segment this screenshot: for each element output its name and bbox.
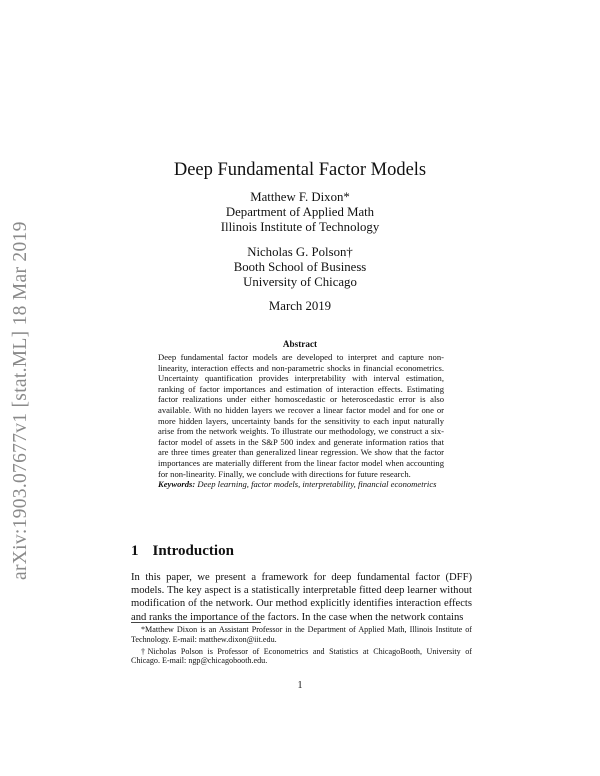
author-affiliation: University of Chicago: [243, 275, 357, 290]
footnotes: [131, 625, 472, 668]
paper-title: Deep Fundamental Factor Models: [173, 160, 427, 180]
abstract-text: Deep fundamental factor models are developed to interpret and capture non-linearity, interaction effects and non-parametric shocks in financial econometrics. Uncertainty quantification provides interpretability with interval estimation, ranking of factor importances and estimation of interaction effects. Estimating factor realizations under either homoscedastic or heteroscedastic error is also available. With no hidden layers we recover a linear factor model and for one or more hidden layers, uncertainty bands for the sensitivity to each input naturally arise from the network weights. To illustrate our methodology, we construct a six-factor model of assets in the S&P 500 index and generate information ratios that are three times greater than generalized linear regression. We show that the factor importances are materially different from the linear factor model when accounting for non-linearity. Finally, we conclude with directions for future research.: [158, 352, 444, 479]
author-block-dixon: [0, 190, 600, 236]
author-affiliation: Booth School of Business: [233, 259, 367, 274]
footnote-divider: [131, 622, 261, 623]
keywords-line: [158, 479, 444, 490]
author-affiliation: Illinois Institute of Technology: [220, 220, 380, 235]
keywords-text: Deep learning, factor models, interpretability, financial econometrics: [197, 479, 437, 490]
page-number: 1: [297, 680, 303, 691]
author-block-polson: [0, 245, 600, 291]
arxiv-stamp: arXiv:1903.07677v1 [stat.ML] 18 Mar 2019: [10, 221, 31, 580]
section-number: 1: [131, 543, 139, 559]
intro-paragraph: In this paper, we present a framework for deep fundamental factor (DFF) models. The key aspect is a statistically interpretable fitted deep learner without modification of the network. Our method explicitly identifies interaction effects and ranks the importance of the factors. In the case when the network contains: [131, 572, 472, 623]
author-list: [0, 190, 600, 314]
section-heading: [131, 543, 234, 560]
publication-date: March 2019: [268, 299, 332, 314]
author-affiliation: Department of Applied Math: [225, 205, 375, 220]
keywords-label: Keywords:: [158, 479, 196, 490]
footnote-polson: †Nicholas Polson is Professor of Econometrics and Statistics at ChicagoBooth, University of Chicago. E-mail: ngp@chicagobooth.edu.: [131, 646, 472, 666]
author-name: Matthew F. Dixon*: [250, 190, 350, 204]
footnote-dixon: *Matthew Dixon is an Assistant Professor in the Department of Applied Math, Illinois Institute of Technology. E-mail: matthew.dixon@iit.edu.: [131, 625, 472, 644]
abstract-body: [158, 352, 444, 490]
section-title: Introduction: [152, 543, 234, 559]
abstract-heading: Abstract: [282, 339, 318, 349]
author-name: Nicholas G. Polson†: [247, 244, 353, 259]
